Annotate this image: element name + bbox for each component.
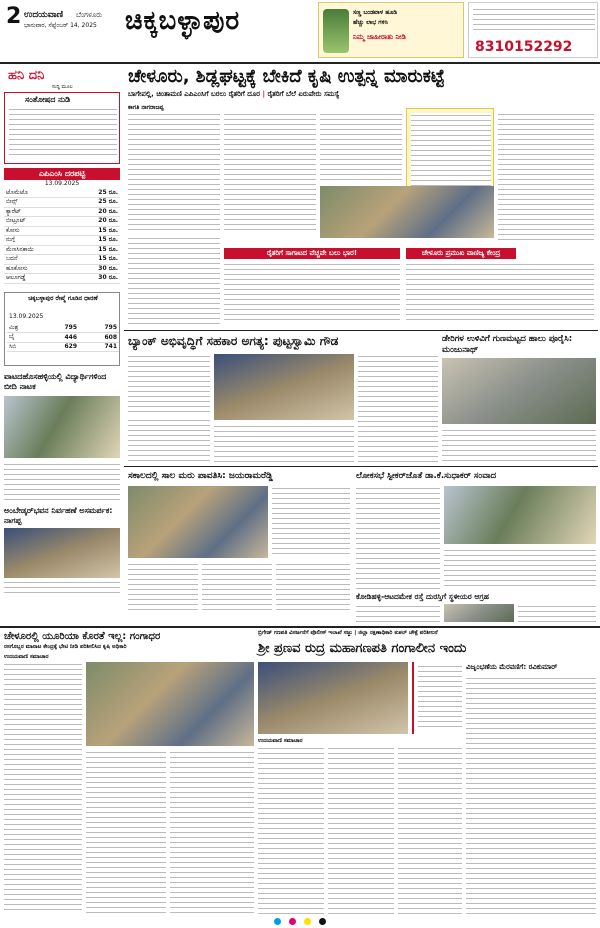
apmc-date: 13.09.2025 (44, 180, 80, 187)
quote-text (9, 107, 117, 159)
ganesha-photo (258, 662, 408, 734)
market-photo (320, 186, 494, 238)
masthead-ad-right (468, 2, 598, 58)
silk-price: 608 (79, 333, 119, 343)
bank-col1 (128, 354, 210, 414)
lead-divider: | (262, 90, 268, 98)
silk-price: 629 (39, 342, 79, 352)
road-photo (444, 604, 514, 622)
lead-col4 (498, 112, 594, 242)
apmc-rate-price: 15 ರೂ. (71, 245, 120, 255)
apmc-rate-price: 25 ರೂ. (71, 198, 120, 208)
mid-rule (124, 330, 598, 331)
reg-mark-magenta (289, 918, 296, 925)
dairy-text (442, 428, 596, 464)
edition: ಬೆಂಗಳೂರು (76, 11, 103, 19)
apmc-rate-item: ನುಗ್ಗೆ (4, 236, 71, 246)
apmc-rate-price: 20 ರೂ. (71, 207, 120, 217)
page-number: 2 (6, 4, 22, 29)
ganesha-col3 (398, 746, 462, 914)
lead-subhead-text: ಬಾಗೇಪಲ್ಲಿ, ಚಿಂತಾಮಣಿ ಎಪಿಎಂಸಿಗೆ ಬರಲು ರೈತರಿಗೆ ದೂರ (128, 90, 260, 98)
bank-photo (214, 354, 354, 420)
silk-price: 446 (39, 333, 79, 343)
apmc-rate-row (4, 245, 120, 255)
bank-col3 (358, 354, 438, 464)
apmc-title: ಎಪಿಎಂಸಿ ದರಪಟ್ಟಿ (4, 168, 120, 180)
story1-text (4, 462, 120, 502)
lead-box2-title: ಚೇಳೂರು ಪ್ರಮುಖ ವಾಣಿಜ್ಯ ಕೇಂದ್ರ (406, 248, 516, 259)
left-sidebar (2, 66, 122, 596)
bike-headline: ವಿಜೃಂಭಣೆಯ ಮೆರವಣಿಗೆ: ರವಿಕುಮಾರ್ (466, 663, 558, 671)
masthead (0, 0, 600, 66)
ganesha-quote-text (418, 664, 462, 730)
ad-phone-illustration (323, 9, 349, 53)
issue-date: ಭಾನುವಾರ, ಸೆಪ್ಟೆಂಬರ್ 14, 2025 (24, 22, 97, 29)
ganesha-kicker: ಬ್ರಿಗೇಡ್ ಗಣಪತಿ ವಿಸರ್ಜನೆಗೆ ಪೊಲೀಸ್ ಇಲಾಖೆ ಸಜ್ಜು | ಜಿಲ್ಲಾ ರಕ್ಷಣಾಧಿಕಾರಿ ಕುಶಲ್ ಚೌಕ್ಸೆ ಪರಿಶೀಲನೆ (258, 630, 438, 636)
silk-date: 13.09.2025 (9, 313, 44, 320)
apmc-rate-item: ಮೆಣಸಿನಕಾಯಿ (4, 245, 71, 255)
silk-row (7, 323, 119, 333)
urea-col1 (4, 662, 82, 914)
loan-headline: ಸಕಾಲದಲ್ಲಿ ಸಾಲ ಮರು ಪಾವತಿಸಿ: ಜಯರಾಮರೆಡ್ಡಿ (128, 471, 273, 481)
lead-col1b (128, 236, 220, 324)
urea-photo (86, 662, 254, 746)
lead-subhead2-text: ರೈತರಿಗೆ ಬೆಲೆ ಏರುಪೇರು ಸಮಸ್ಯೆ (267, 90, 340, 98)
silk-price: 795 (79, 323, 119, 333)
silk-kind: ಬೈ (7, 333, 39, 343)
ad-cta: ನಿಮ್ಮ ಜಾಹೀರಾತು ನೀಡಿ (353, 33, 406, 41)
quote-box (4, 92, 120, 164)
speaker-photo (444, 486, 596, 544)
honey-sub: ಸುದ್ದಿ ಮೂಲ (52, 84, 73, 90)
silk-row (7, 333, 119, 343)
apmc-rate-row (4, 255, 120, 265)
lead-box-title: ರೈತರಿಗೆ ಸಾಗಾಟದ ವೆಚ್ಚವೇ ಬಲು ಭಾರ! (224, 248, 400, 259)
urea-subhead: ರಸಗೊಬ್ಬರ ಮಾರಾಟ ಕೇಂದ್ರಕ್ಕೆ ಭೇಟಿ ನೀಡಿ ಪರಿಶೀಲಿಸಿದ ಕೃಷಿ ಅಧಿಕಾರಿ (4, 644, 127, 650)
loan-photo (128, 486, 268, 558)
apmc-rate-item: ಟೊಮೆಟೊ (4, 188, 71, 198)
masthead-rule (0, 62, 600, 64)
lead-factbox-text (411, 113, 491, 187)
apmc-rate-row (4, 274, 120, 284)
ad-line-2: ಹೆಚ್ಚು ಲಾಭ ಗಳಿಸಿ (353, 19, 388, 26)
lead-byline: ಕಾಗತಿ ನಾಗರಾಜಪ್ಪ (128, 104, 164, 111)
silk-title: ಚಿಕ್ಕಬಳ್ಳಾಪುರ ರೇಷ್ಮೆ ಗೂಡಿನ ಧಾರಣೆ (28, 295, 98, 302)
apmc-rate-row (4, 188, 120, 198)
quote-title: ಸಂತೋಷದ ನುಡಿ (25, 95, 71, 104)
silk-box (4, 292, 120, 366)
lead-col1 (128, 112, 220, 232)
ganesha-headline: ಶ್ರೀ ಪ್ರಣವ ರುದ್ರ ಮಹಾಗಣಪತಿ ಗಂಗಾಲೀನ ಇಂದು (258, 641, 467, 656)
apmc-rate-row (4, 264, 120, 274)
lead-col2 (224, 112, 316, 232)
speaker-headline: ಲೋಕಸಭೆ ಸ್ಪೀಕರ್‌ಜೊತೆ ಡಾ.ಕೆ.ಸುಧಾಕರ್ ಸಂವಾದ (356, 471, 497, 481)
masthead-ad (318, 2, 464, 58)
apmc-rate-row (4, 226, 120, 236)
lead-factbox (406, 108, 494, 190)
reg-mark-cyan (274, 918, 281, 925)
reg-mark-yellow (304, 918, 311, 925)
lead-story (124, 66, 598, 328)
apmc-rate-price: 15 ರೂ. (71, 226, 120, 236)
ganesha-col1 (258, 746, 324, 914)
ad-copy (473, 7, 595, 33)
story2-headline: ಅಂಬೇಡ್ಕರ್‌ಭವನ ನಿರ್ವಹಣೆ ಅಸಮರ್ಪಕ: ನಾಗಪ್ಪ (4, 506, 113, 525)
apmc-rate-item: ಬೀಟ್ರೂಟ್ (4, 217, 71, 227)
honey-logo: ಹನಿ ದನಿ (8, 68, 45, 83)
silk-price: 795 (39, 323, 79, 333)
urea-headline: ಚೇಳೂರಲ್ಲಿ ಯೂರಿಯಾ ಕೊರತೆ ಇಲ್ಲ: ಗಂಗಾಧರ (4, 631, 161, 642)
dairy-photo (442, 358, 596, 424)
lead-box-text (224, 262, 400, 324)
apmc-rate-price: 15 ರೂ. (71, 255, 120, 265)
story1-photo (4, 396, 120, 458)
lead-box2-text (406, 262, 594, 324)
apmc-rate-row (4, 198, 120, 208)
loan-col2 (202, 562, 272, 614)
loan-side-text (272, 486, 350, 558)
ad-phone: 8310152292 (475, 39, 573, 55)
silk-price: 741 (79, 342, 119, 352)
apmc-rate-item: ಬದನೆ (4, 255, 71, 265)
bank-col2 (214, 424, 354, 464)
silk-kind: ಸಿಬಿ (7, 342, 39, 352)
road-headline: ಕೋಡಿಹಳ್ಳಿ-ಆಟದಮೇಕ ರಸ್ತೆ ದುರಸ್ತಿಗೆ ಸ್ಥಳೀಯರ ಆಗ್ರಹ (356, 592, 489, 601)
lead-col3 (320, 112, 402, 182)
apmc-rate-item: ಕೋಸು (4, 226, 71, 236)
bottom-rule (0, 626, 600, 628)
reg-mark-black (319, 918, 326, 925)
bank-headline: ಬ್ಯಾಂಕ್ ಅಭಿವೃದ್ಧಿಗೆ ಸಹಕಾರ ಅಗತ್ಯ: ಪುಟ್ಟಸ್ವಾಮಿ ಗೌಡ (128, 334, 339, 348)
ganesha-byline: ಉದಯವಾಣಿ ಸಮಾಚಾರ (258, 738, 303, 744)
urea-col3 (170, 750, 254, 914)
road-text (356, 604, 440, 622)
lead-subhead (128, 90, 596, 99)
ganesha-col2 (328, 746, 394, 914)
mid-rule-2 (124, 466, 598, 467)
silk-row (7, 342, 119, 352)
ad-line-1: ಸಣ್ಣ ಬಂಡವಾಳ ಹೂಡಿ (353, 9, 398, 16)
speaker-col1 (356, 486, 440, 590)
story2-photo (4, 528, 120, 578)
story1-headline: ವಾಟದಹೊಸಹಳ್ಳಿಯಲ್ಲಿ ವಿದ್ಯಾರ್ಥಿಗಳಿಂದ ಬೀದಿ ನಾಟಕ (4, 372, 107, 391)
apmc-rate-price: 30 ರೂ. (71, 264, 120, 274)
dairy-headline: ಡೇರಿಗಳ ಉಳಿವಿಗೆ ಗುಣಮಟ್ಟದ ಹಾಲು ಪೂರೈಸಿ: ಮಂಜುನಾಥ್ (442, 334, 573, 355)
apmc-rate-row (4, 207, 120, 217)
loan-col3 (276, 562, 350, 614)
urea-col2 (86, 750, 166, 914)
speaker-col2 (444, 548, 596, 590)
bank-col1b (128, 418, 210, 464)
registration-marks (170, 918, 430, 926)
lead-headline: ಚೇಳೂರು, ಶಿಡ್ಲಘಟ್ಟಕ್ಕೆ ಬೇಕಿದೆ ಕೃಷಿ ಉತ್ಪನ್ನ ಮಾರುಕಟ್ಟೆ (128, 66, 445, 87)
apmc-rate-price: 30 ರೂ. (71, 274, 120, 284)
apmc-rate-price: 20 ರೂ. (71, 217, 120, 227)
apmc-rate-price: 25 ರೂ. (71, 188, 120, 198)
apmc-rate-price: 15 ರೂ. (71, 236, 120, 246)
ganesha-quote (412, 662, 462, 734)
apmc-rate-item: ಹೂಕೋಸು (4, 264, 71, 274)
apmc-rate-table (4, 188, 120, 284)
bike-text (466, 676, 596, 914)
urea-byline: ಉದಯವಾಣಿ ಸಮಾಚಾರ (4, 654, 49, 660)
apmc-rate-item: ಬೀನ್ಸ್ (4, 198, 71, 208)
loan-col1 (128, 562, 198, 614)
apmc-rate-row (4, 217, 120, 227)
road-text-2 (518, 604, 596, 622)
silk-kind: ಮಿಶ್ರ (7, 323, 39, 333)
silk-table (7, 323, 119, 352)
apmc-rate-item: ಕ್ಯಾರೆಟ್ (4, 207, 71, 217)
paper-name: ಉದಯವಾಣಿ (24, 10, 64, 20)
story2-text (4, 580, 120, 596)
district-title: ಚಿಕ್ಕಬಳ್ಳಾಪುರ (125, 6, 241, 36)
apmc-rate-item: ಆಲೂಗಡ್ಡೆ (4, 274, 71, 284)
apmc-rate-row (4, 236, 120, 246)
